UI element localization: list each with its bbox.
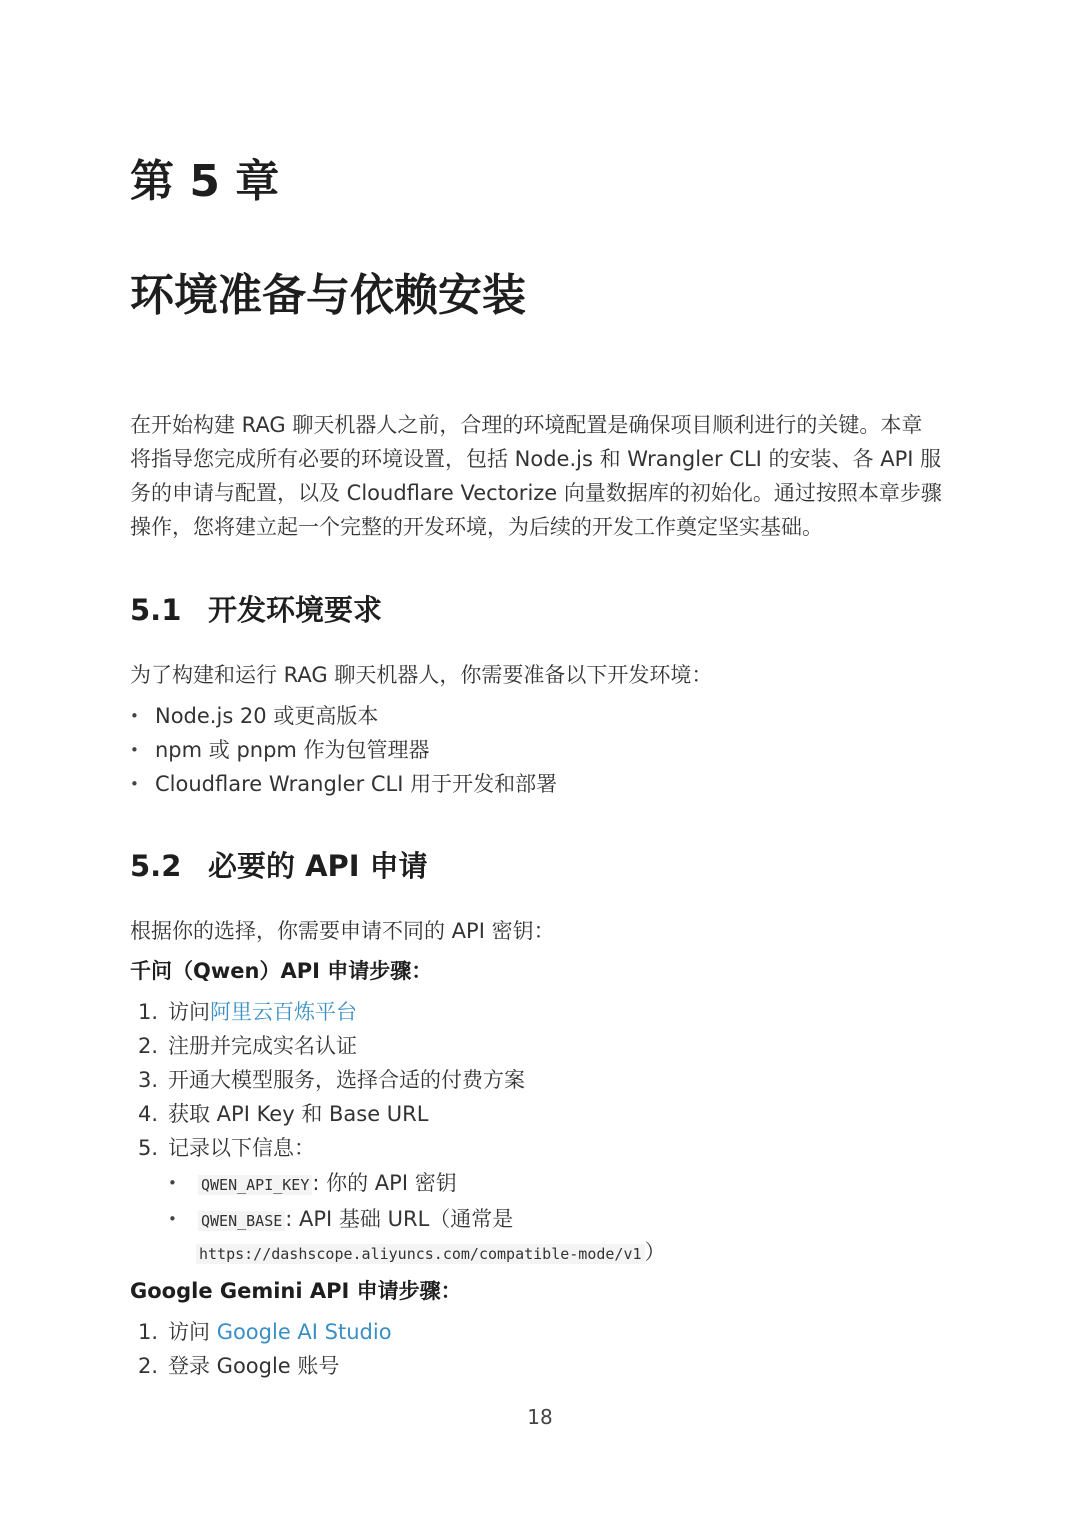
section1-lead: 为了构建和运行 RAG 聊天机器人，你需要准备以下开发环境： xyxy=(130,663,713,687)
section-title: 必要的 API 申请 xyxy=(208,849,428,883)
code-qwen-base: QWEN_BASE xyxy=(198,1211,285,1231)
list-item: 1. 访问 Google AI Studio xyxy=(138,1320,392,1344)
list-item: • Cloudflare Wrangler CLI 用于开发和部署 xyxy=(130,767,557,801)
list-item: 4. 获取 API Key 和 Base URL xyxy=(138,1102,429,1126)
list-item: 3. 开通大模型服务，选择合适的付费方案 xyxy=(138,1068,525,1092)
section-number: 5.1 xyxy=(130,593,182,627)
section-number: 5.2 xyxy=(130,849,182,883)
gemini-steps xyxy=(138,1315,392,1383)
qwen-heading: 千问（Qwen）API 申请步骤： xyxy=(130,959,433,983)
list-item: • npm 或 pnpm 作为包管理器 xyxy=(130,733,557,767)
list-item: • QWEN_BASE : API 基础 URL（通常是 xyxy=(168,1202,513,1238)
intro-line: 将指导您完成所有必要的环境设置，包括 Node.js 和 Wrangler CLI 的安装、各 API 服 xyxy=(130,447,942,471)
list-item: • QWEN_API_KEY : 你的 API 密钥 xyxy=(168,1166,513,1202)
section-title: 开发环境要求 xyxy=(208,593,383,627)
list-item: 5. 记录以下信息： xyxy=(138,1136,315,1160)
code-qwen-api-key: QWEN_API_KEY xyxy=(198,1175,312,1195)
chapter-title: 环境准备与依赖安装 xyxy=(130,270,526,321)
gemini-heading: Google Gemini API 申请步骤： xyxy=(130,1279,462,1303)
intro-paragraph xyxy=(130,408,960,544)
qwen-vars-list xyxy=(168,1166,513,1238)
section2-lead: 根据你的选择，你需要申请不同的 API 密钥： xyxy=(130,919,555,943)
intro-line: 操作，您将建立起一个完整的开发环境，为后续的开发工作奠定坚实基础。 xyxy=(130,515,823,539)
qwen-base-url-line: https://dashscope.aliyuncs.com/compatible-mode/v1 ） xyxy=(196,1235,666,1271)
page-number: 18 xyxy=(527,1405,553,1429)
list-item: 1. 访问阿里云百炼平台 xyxy=(138,1000,357,1024)
intro-line: 务的申请与配置，以及 Cloudflare Vectorize 向量数据库的初始化。通过按照本章步骤 xyxy=(130,481,942,505)
bailian-link[interactable]: 阿里云百炼平台 xyxy=(210,1000,357,1024)
section-heading-5-1 xyxy=(130,590,382,630)
list-item: • Node.js 20 或更高版本 xyxy=(130,699,557,733)
list-item: 2. 注册并完成实名认证 xyxy=(138,1034,357,1058)
intro-line: 在开始构建 RAG 聊天机器人之前，合理的环境配置是确保项目顺利进行的关键。本章 xyxy=(130,413,923,437)
google-ai-studio-link[interactable]: Google AI Studio xyxy=(216,1320,392,1344)
code-base-url: https://dashscope.aliyuncs.com/compatible-mode/v1 xyxy=(196,1244,645,1264)
dev-env-list xyxy=(130,699,557,801)
qwen-steps xyxy=(138,995,525,1165)
chapter-number: 第 5 章 xyxy=(130,156,280,207)
list-item: 2. 登录 Google 账号 xyxy=(138,1354,340,1378)
section-heading-5-2 xyxy=(130,846,428,886)
